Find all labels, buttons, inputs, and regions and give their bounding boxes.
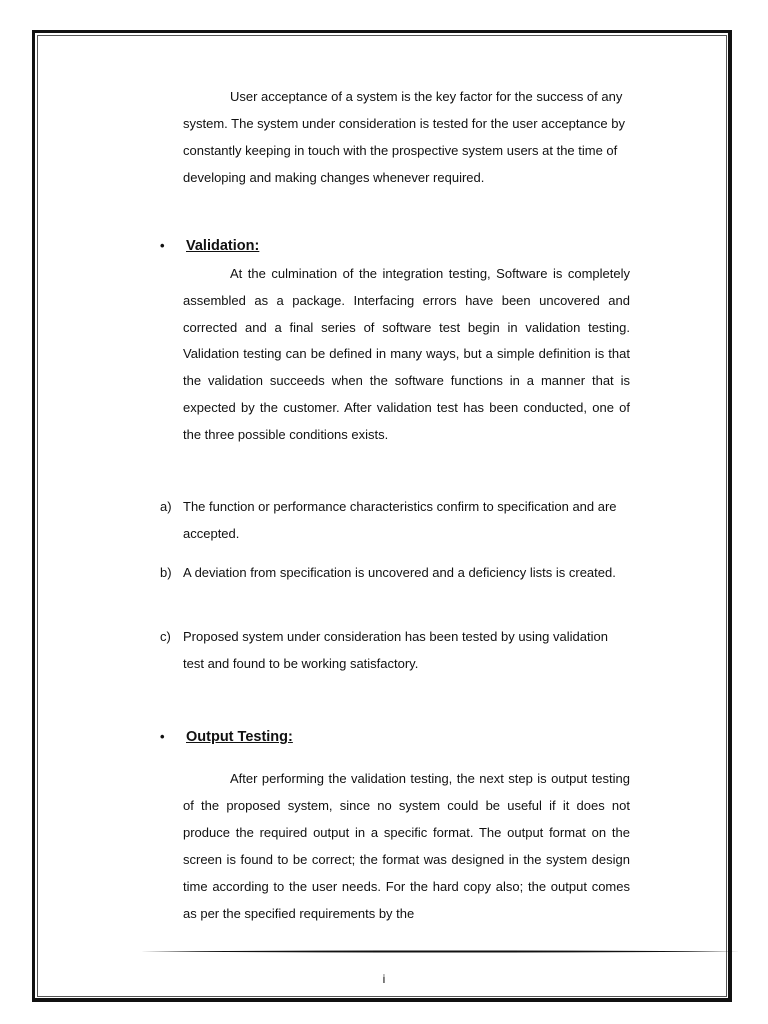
condition-text: A deviation from specification is uncovered and a deficiency lists is created. <box>183 565 616 580</box>
intro-paragraph: User acceptance of a system is the key factor for the success of any system. The system under consideration is tested for the user acceptance by constantly keeping in touch with the prospective system users at the time of developing and making changes whenever required. <box>183 89 625 185</box>
condition-text: The function or performance characteristics confirm to specification and are accepted. <box>183 499 617 541</box>
condition-item-b <box>160 559 630 586</box>
output-testing-heading <box>160 723 293 751</box>
bullet-icon: • <box>160 729 165 744</box>
validation-paragraph: At the culmination of the integration testing, Software is completely assembled as a package. Interfacing errors have been uncovered and corrected and a final series of software test begin in validation testing. Validation testing can be defined in many ways, but a simple definition is that the validation succeeds when the software functions in a manner that is expected by the customer. After validation test has been conducted, one of the three possible conditions exists. <box>183 266 630 442</box>
condition-marker: c) <box>160 629 171 644</box>
page-number: i <box>382 972 386 986</box>
condition-text: Proposed system under consideration has been tested by using validation test and found to be working satisfactory. <box>183 629 608 671</box>
validation-heading <box>160 232 259 260</box>
bullet-icon: • <box>160 238 165 253</box>
validation-heading-label: Validation: <box>186 238 260 254</box>
output-testing-heading-label: Output Testing: <box>186 729 293 745</box>
condition-item-a <box>160 493 630 547</box>
condition-item-c <box>160 623 630 677</box>
condition-marker: b) <box>160 565 172 580</box>
footer-divider <box>140 950 740 953</box>
condition-marker: a) <box>160 499 172 514</box>
output-testing-paragraph: After performing the validation testing, the next step is output testing of the proposed system, since no system could be useful if it does not produce the required output in a specific format. The output format on the screen is found to be correct; the format was designed in the system design time according to the user needs. For the hard copy also; the output comes as per the specified requirements by the <box>183 771 630 921</box>
